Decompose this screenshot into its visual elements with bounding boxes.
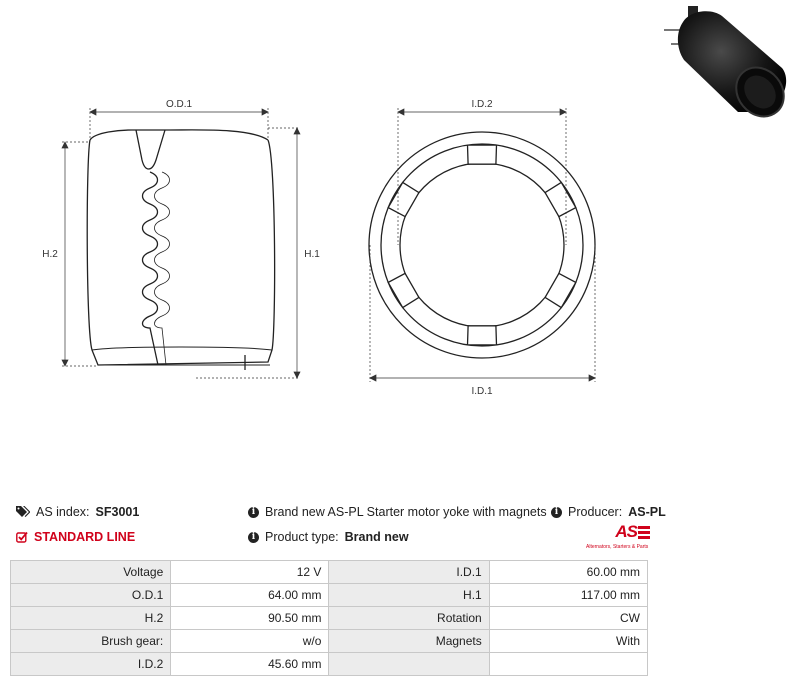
magnet-slot: [388, 273, 419, 307]
table-row: [11, 630, 648, 653]
spec-value: 12 V: [171, 561, 329, 584]
spec-value: w/o: [171, 630, 329, 653]
spec-value: 64.00 mm: [171, 584, 329, 607]
product-type-row: [248, 530, 409, 544]
tags-icon: [16, 506, 30, 518]
spec-key: Magnets: [329, 630, 489, 653]
label-id2: I.D.2: [471, 99, 493, 110]
side-dimensions: [62, 108, 300, 378]
logo-tagline: Alternators, Starters & Parts: [586, 544, 649, 550]
table-row: [11, 561, 648, 584]
info-icon: i: [248, 532, 259, 543]
label-id1: I.D.1: [471, 386, 493, 397]
spec-value: 117.00 mm: [489, 584, 647, 607]
magnet-slot: [545, 273, 576, 307]
as-index-value: SF3001: [95, 505, 140, 519]
product-type-value: Brand new: [344, 530, 409, 544]
description-row: [248, 505, 547, 519]
spec-key: I.D.2: [11, 653, 171, 676]
spec-key: Brush gear:: [11, 630, 171, 653]
table-row: [11, 584, 648, 607]
info-icon: i: [551, 507, 562, 518]
standard-line-row: [16, 530, 135, 544]
description-text: Brand new AS-PL Starter motor yoke with magnets: [265, 505, 547, 519]
magnet-slot: [388, 182, 419, 216]
top-view: [369, 132, 595, 358]
magnet-slot: [545, 182, 576, 216]
product-info: [14, 500, 794, 560]
label-od1: O.D.1: [165, 99, 193, 110]
spec-value: 45.60 mm: [171, 653, 329, 676]
standard-line-label: STANDARD LINE: [34, 530, 136, 544]
spec-key: Voltage: [11, 561, 171, 584]
checkbox-icon: [16, 531, 28, 543]
spec-value: 90.50 mm: [171, 607, 329, 630]
label-h1: H.1: [304, 249, 320, 260]
specs-table: [10, 560, 648, 676]
logo-bars: [638, 526, 650, 541]
producer-row: [551, 505, 666, 519]
magnet-slots: [388, 145, 576, 345]
spec-key: H.1: [329, 584, 489, 607]
producer-label: Producer:: [568, 505, 623, 519]
spec-key: I.D.1: [329, 561, 489, 584]
as-index-row: [16, 505, 139, 519]
spec-value: CW: [489, 607, 647, 630]
side-view: [87, 130, 274, 370]
logo-mark: AS: [615, 522, 637, 541]
spec-key: H.2: [11, 607, 171, 630]
as-pl-logo: [586, 522, 650, 552]
producer-value: AS-PL: [628, 505, 666, 519]
table-row: [11, 607, 648, 630]
product-photo: [664, 6, 794, 126]
as-index-label: AS index:: [36, 505, 90, 519]
spec-value: [489, 653, 647, 676]
product-type-label: Product type:: [265, 530, 339, 544]
magnet-slot: [468, 145, 497, 164]
spec-value: 60.00 mm: [489, 561, 647, 584]
info-icon: i: [248, 507, 259, 518]
spec-key: Rotation: [329, 607, 489, 630]
label-h2: H.2: [42, 249, 58, 260]
table-row: [11, 653, 648, 676]
spec-key: [329, 653, 489, 676]
magnet-slot: [468, 326, 497, 345]
spec-key: O.D.1: [11, 584, 171, 607]
spec-value: With: [489, 630, 647, 653]
